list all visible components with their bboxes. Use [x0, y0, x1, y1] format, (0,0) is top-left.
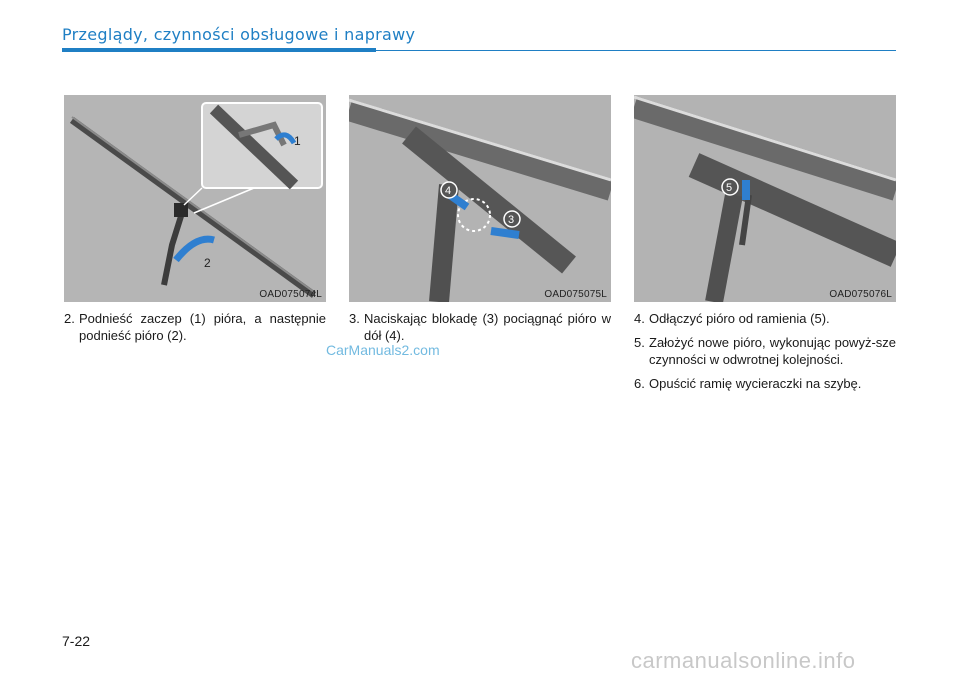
- header-rule-accent: [62, 48, 376, 52]
- callout-5: 5: [726, 182, 733, 194]
- wiper-illustration-1: [64, 95, 326, 302]
- wiper-illustration-3: [634, 95, 896, 302]
- step-text: Naciskając blokadę (3) pociągnąć pióro w dół (4).: [364, 311, 611, 343]
- page-number: 7-22: [62, 633, 91, 649]
- callout-2: 2: [204, 256, 211, 270]
- step-number: 5.: [634, 335, 645, 350]
- step-number: 6.: [634, 376, 645, 391]
- steps-column-3: [634, 310, 896, 399]
- step-item: [634, 375, 896, 392]
- section-title: Przeglądy, czynności obsługowe i naprawy: [62, 25, 416, 44]
- step-item: [634, 310, 896, 327]
- figure-code: OAD075075L: [544, 289, 607, 300]
- step-number: 4.: [634, 311, 645, 326]
- callout-4: 4: [445, 185, 452, 197]
- steps-column-1: [64, 310, 326, 351]
- step-text: Założyć nowe pióro, wykonując powyż-sze czynności w odwrotnej kolejności.: [649, 335, 896, 367]
- watermark-footer: carmanualsonline.info: [631, 648, 856, 673]
- callout-3: 3: [508, 214, 515, 226]
- step-text: Opuścić ramię wycieraczki na szybę.: [649, 376, 862, 391]
- figure-code: OAD075074L: [259, 289, 322, 300]
- step-number: 3.: [349, 311, 360, 326]
- callout-1: 1: [294, 134, 301, 148]
- step-number: 2.: [64, 311, 75, 326]
- step-text: Odłączyć pióro od ramienia (5).: [649, 311, 830, 326]
- arrow-icon: [491, 231, 519, 235]
- step-item: [64, 310, 326, 344]
- step-item: [349, 310, 611, 344]
- step-text: Podnieść zaczep (1) pióra, a następnie podnieść pióro (2).: [79, 311, 326, 343]
- figure-detach-blade: [634, 95, 896, 302]
- wiper-illustration-2: [349, 95, 611, 302]
- header-rule: [376, 50, 896, 51]
- figure-lift-wiper-blade: [64, 95, 326, 302]
- figure-press-lock: [349, 95, 611, 302]
- figure-code: OAD075076L: [829, 289, 892, 300]
- watermark-link[interactable]: CarManuals2.com: [326, 342, 440, 358]
- step-item: [634, 334, 896, 368]
